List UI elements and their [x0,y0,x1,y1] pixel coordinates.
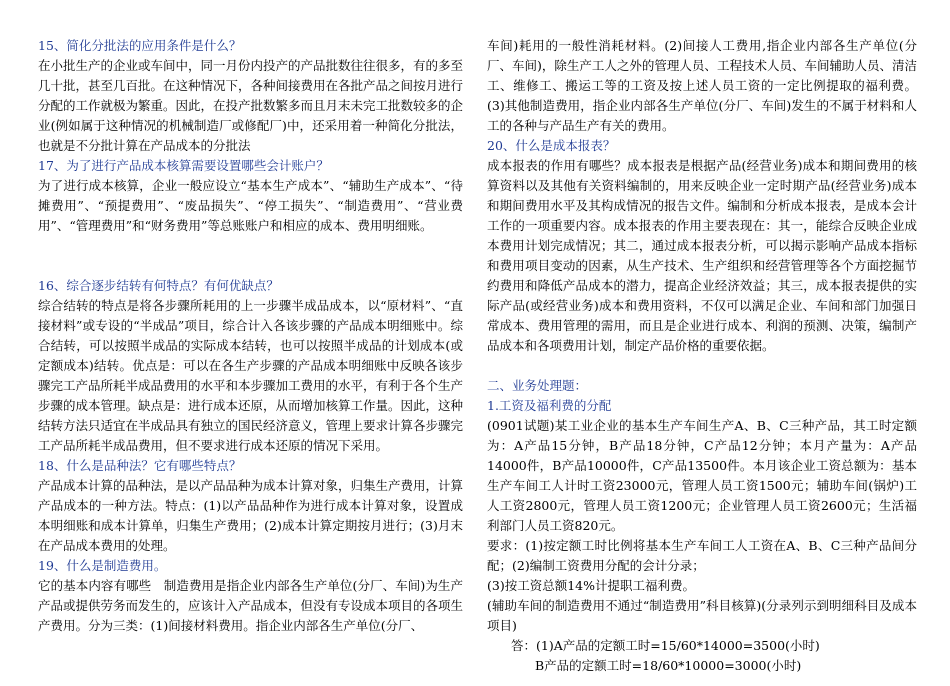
answer-line-a: 答：(1)A产品的定额工时=15/60*14000=3500(小时) [511,638,820,653]
problem-statement: (0901试题)某工业企业的基本生产车间生产A、B、C三种产品，其工时定额为：A产品15分钟，B产品18分钟，C产品12分钟；本月产量为：A产品14000件，B产品10000件，C产品13500件。本月该企业工资总额为：基本生产车间工人计时工资23000元，管理人员工资1500元；辅助车间(锅炉)工人工资2800元，管理人员工资1200元；企业管理人员工资2600元；生活福利部门人员工资820元。 [487,418,917,533]
question-19-answer: 它的基本内容有哪些 制造费用是指企业内部各生产单位(分厂、车间)为生产产品或提供劳务而发生的，应该计入产品成本，但没有专设成本项目的各项生产费用。分为三类：(1)间接材料费用。指企业内部各生产单位(分厂、 [38,578,464,633]
answer-line-b: B产品的定额工时=18/60*10000=3000(小时) [535,658,802,673]
right-column [487,36,917,676]
question-19-answer-continued: 车间)耗用的一般性消耗材料。(2)间接人工费用,指企业内部各生产单位(分厂、车间)，除生产工人之外的管理人员、工程技术人员、车间辅助人员、清洁工、维修工、搬运工等的工资及按上述人员工资的一定比例提取的福利费。(3)其他制造费用，指企业内部各生产单位(分厂、车间)发生的不属于材料和人工的各种与产品生产有关的费用。 [487,38,917,133]
question-17-title: 17、为了进行产品成本核算需要设置哪些会计账户？ [38,158,329,173]
requirement-3: (3)按工资总额14%计提职工福利费。 [487,578,695,593]
question-16-title: 16、综合逐步结转有何特点？有何优缺点？ [38,278,279,293]
question-18-answer: 产品成本计算的品种法，是以产品品种为成本计算对象，归集生产费用，计算产品成本的一种方法。特点：(1)以产品品种作为进行成本计算对象，设置成本明细账和成本计算单，归集生产费用；(2)成本计算定期按月进行；(3)月末在产品成本费用的处理。 [38,478,464,553]
question-20-title: 20、什么是成本报表？ [487,138,616,153]
question-19-title: 19、什么是制造费用。 [38,558,167,573]
requirement-note: (辅助车间的制造费用不通过“制造费用”科目核算)(分录列示到明细科目及成本项目) [487,598,917,633]
question-15-answer: 在小批生产的企业或车间中，同一月份内投产的产品批数往往很多，有的多至几十批，甚至几百批。在这种情况下，各种间接费用在各批产品之间按月进行分配的工作就极为繁重。因此，在投产批数繁多而且月末未完工批数较多的企业(例如属于这种情况的机械制造厂或修配厂)中，还采用着一种简化分批法，也就是不分批计算在产品成本的分批法 [38,58,464,153]
spacer [38,236,463,276]
subsection-1-title: 1.工资及福利费的分配 [487,398,612,413]
spacer [487,356,917,376]
left-column [38,36,463,636]
section-2-title: 二、业务处理题： [487,378,588,393]
question-17-answer: 为了进行成本核算，企业一般应设立“基本生产成本”、“辅助生产成本”、“待摊费用”、“预提费用”、“废品损失”、“停工损失”、“制造费用”、“营业费用”、“管理费用”和“财务费用”等总账账户和相应的成本、费用明细账。 [38,178,463,233]
question-20-answer: 成本报表的作用有哪些？成本报表是根据产品(经营业务)成本和期间费用的核算资料以及其他有关资料编制的，用来反映企业一定时期产品(经营业务)成本和期间费用水平及其构成情况的报告文件。编制和分析成本报表，是成本会计工作的一项重要内容。成本报表的作用主要表现在：其一，能综合反映企业成本费用计划完成情况；其二，通过成本报表分析，可以揭示影响产品成本指标和费用项目变动的因素，从生产技术、生产组织和经营管理等各个方面挖掘节约费用和降低产品成本的潜力，提高企业经济效益；其三，成本报表提供的实际产品(或经营业务)成本和费用资料，不仅可以满足企业、车间和部门加强日常成本、费用管理的需用，而且是企业进行成本、利润的预测、决策，编制产品成本和各项费用计划，制定产品价格的重要依据。 [487,158,917,353]
question-15-title: 15、简化分批法的应用条件是什么？ [38,38,242,53]
question-16-answer: 综合结转的特点是将各步骤所耗用的上一步骤半成品成本，以“原材料”、“直接材料”或专设的“半成品”项目，综合计入各该步骤的产品成本明细账中。综合结转，可以按照半成品的实际成本结转，也可以按照半成品的计划成本(或定额成本)结转。优点是：可以在各生产步骤的产品成本明细账中反映各该步骤完工产品所耗半成品费用的水平和本步骤加工费用的水平，有利于各个生产步骤的成本管理。缺点是：进行成本还原，从而增加核算工作量。因此，这种结转方法只适宜在半成品具有独立的国民经济意义，管理上要求计算各步骤完工产品所耗半成品费用，但不要求进行成本还原的情况下采用。 [38,298,464,453]
question-18-title: 18、什么是品种法？它有哪些特点？ [38,458,242,473]
requirement-1-2: 要求：(1)按定额工时比例将基本生产车间工人工资在A、B、C三种产品间分配；(2)编制工资费用分配的会计分录； [487,538,917,573]
